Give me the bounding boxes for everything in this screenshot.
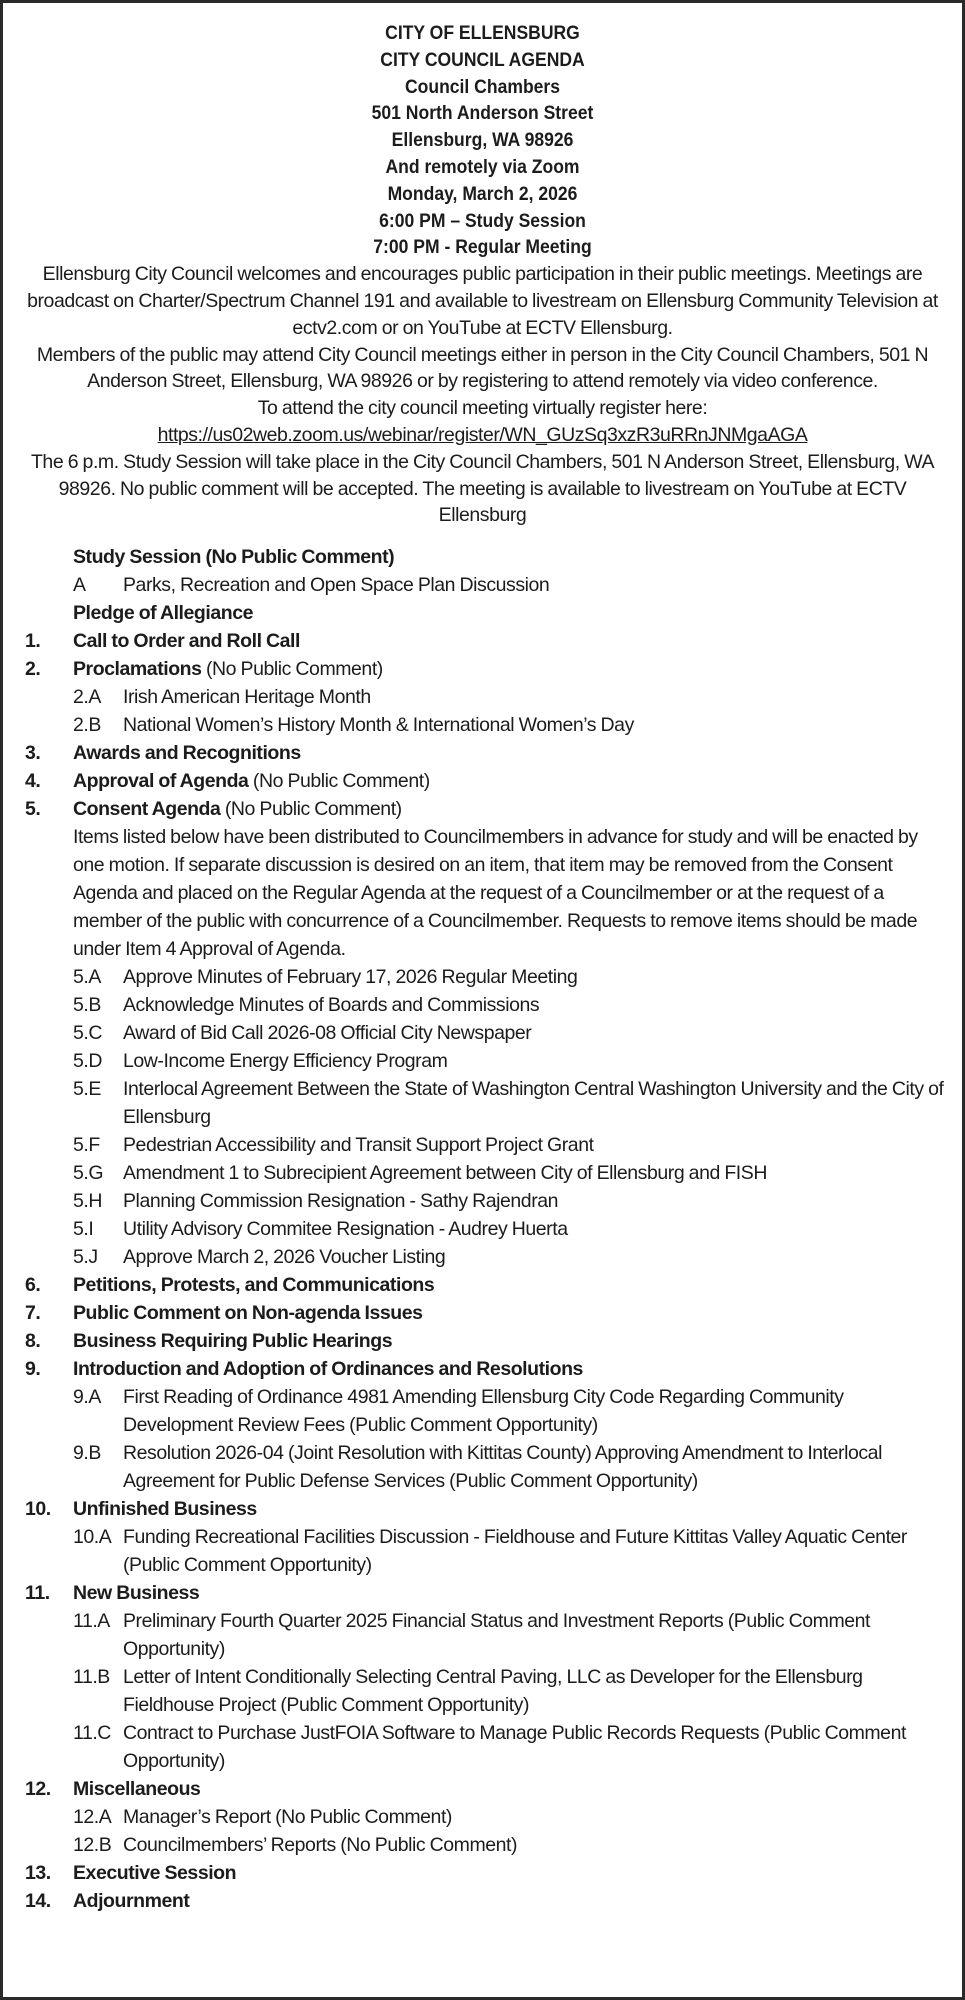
zoom-register-link[interactable]: https://us02web.zoom.us/webinar/register/WN_GUzSq3xzR3uRRnJNMgaAGA: [157, 423, 808, 446]
agenda-subitem-10a: 10.A Funding Recreational Facilities Discussion - Fieldhouse and Future Kittitas Valley Aquatic Center (Public Comment Opportunity): [73, 1526, 907, 1577]
agenda-subitem-5j: 5.J Approve March 2, 2026 Voucher Listing: [73, 1246, 446, 1269]
agenda-item-6: 6. Petitions, Protests, and Communications: [25, 1274, 435, 1297]
agenda-subitem-5f: 5.F Pedestrian Accessibility and Transit Support Project Grant: [73, 1134, 594, 1157]
regular-meeting-time: 7:00 PM - Regular Meeting: [373, 236, 592, 259]
study-session-heading: Study Session (No Public Comment): [73, 546, 395, 569]
agenda-item-11: 11. New Business: [25, 1582, 200, 1605]
agenda-subitem-11a: 11.A Preliminary Fourth Quarter 2025 Financial Status and Investment Reports (Public Comment Opportunity): [73, 1610, 871, 1661]
intro-section: [3, 261, 962, 529]
agenda-item-7: 7. Public Comment on Non-agenda Issues: [25, 1302, 423, 1325]
agenda-subitem-5e: 5.E Interlocal Agreement Between the State of Washington Central Washington University and the City of Ellensburg: [73, 1078, 944, 1129]
agenda-list: [3, 543, 962, 1915]
agenda-subitem-5i: 5.I Utility Advisory Commitee Resignation - Audrey Huerta: [73, 1218, 568, 1241]
attend-paragraph: Members of the public may attend City Council meetings either in person in the City Council Chambers, 501 N Anderson Street, Ellensburg, WA 98926 or by registering to attend remotely via video conference.: [36, 343, 929, 393]
agenda-item-12: 12. Miscellaneous: [25, 1778, 201, 1801]
agenda-subitem-9a: 9.A First Reading of Ordinance 4981 Amending Ellensburg City Code Regarding Community Development Review Fees (Public Comment Opportunity): [73, 1386, 844, 1437]
meeting-date: Monday, March 2, 2026: [387, 182, 578, 205]
agenda-subitem-5g: 5.G Amendment 1 to Subrecipient Agreement between City of Ellensburg and FISH: [73, 1162, 767, 1185]
venue-street: 501 North Anderson Street: [371, 102, 594, 125]
study-session-item: A Parks, Recreation and Open Space Plan Discussion: [73, 574, 550, 597]
agenda-subitem-9b: 9.B Resolution 2026-04 (Joint Resolution with Kittitas County) Approving Amendment to Interlocal Agreement for Public Defense Services (Public Comment Opportunity): [73, 1442, 882, 1493]
agenda-item-9: 9. Introduction and Adoption of Ordinances and Resolutions: [25, 1358, 583, 1381]
pledge-heading: Pledge of Allegiance: [73, 602, 253, 625]
agenda-subitem-11b: 11.B Letter of Intent Conditionally Selecting Central Paving, LLC as Developer for the Ellensburg Fieldhouse Project (Public Comment Opportunity): [73, 1666, 863, 1717]
agenda-subitem-12b: 12.B Councilmembers’ Reports (No Public Comment): [73, 1834, 518, 1857]
city-name: CITY OF ELLENSBURG: [385, 22, 580, 44]
agenda-subitem-5h: 5.H Planning Commission Resignation - Sathy Rajendran: [73, 1190, 559, 1213]
agenda-item-2: 2. Proclamations (No Public Comment): [25, 658, 383, 681]
register-prompt: To attend the city council meeting virtually register here:: [257, 397, 708, 420]
venue-city: Ellensburg, WA 98926: [391, 129, 574, 152]
agenda-subitem-2b: 2.B National Women’s History Month & International Women’s Day: [73, 714, 634, 737]
agenda-subitem-12a: 12.A Manager’s Report (No Public Comment): [73, 1806, 452, 1829]
agenda-subitem-5a: 5.A Approve Minutes of February 17, 2026 Regular Meeting: [73, 966, 578, 989]
agenda-item-5: 5. Consent Agenda (No Public Comment): [25, 798, 402, 821]
agenda-item-10: 10. Unfinished Business: [25, 1498, 257, 1521]
consent-agenda-description: Items listed below have been distributed to Councilmembers in advance for study and will be enacted by one motion. If separate discussion is desired on an item, that item may be removed from the Consent Agenda and placed on the Regular Agenda at the request of a Councilmember or at the request of a member of the public with concurrence of a Councilmember. Requests to remove items should be made under Item 4 Approval of Agenda.: [73, 826, 918, 961]
agenda-header: [51, 20, 914, 261]
agenda-subitem-2a: 2.A Irish American Heritage Month: [73, 686, 371, 709]
agenda-subitem-5b: 5.B Acknowledge Minutes of Boards and Commissions: [73, 994, 540, 1017]
welcome-paragraph: Ellensburg City Council welcomes and encourages public participation in their public meetings. Meetings are broadcast on Charter/Spectrum Channel 191 and available to livestream on Ellensburg Community Television at ectv2.com or on YouTube at ECTV Ellensburg.: [27, 263, 938, 339]
agenda-subitem-5d: 5.D Low-Income Energy Efficiency Program: [73, 1050, 448, 1073]
remote-note: And remotely via Zoom: [385, 155, 580, 178]
agenda-item-14: 14. Adjournment: [25, 1890, 190, 1913]
venue-name: Council Chambers: [404, 75, 561, 98]
agenda-subitem-5c: 5.C Award of Bid Call 2026-08 Official City Newspaper: [73, 1022, 532, 1045]
agenda-item-3: 3. Awards and Recognitions: [25, 742, 301, 765]
study-session-time: 6:00 PM – Study Session: [379, 209, 586, 232]
agenda-item-13: 13. Executive Session: [25, 1862, 237, 1885]
agenda-subitem-11c: 11.C Contract to Purchase JustFOIA Software to Manage Public Records Requests (Public Comment Opportunity): [73, 1722, 906, 1773]
study-session-note: The 6 p.m. Study Session will take place in the City Council Chambers, 501 N Anderson Street, Ellensburg, WA 98926. No public comment will be accepted. The meeting is available to livestream on YouTube at ECTV Ellensburg: [30, 450, 935, 527]
agenda-item-1: 1. Call to Order and Roll Call: [25, 630, 300, 653]
document-title: CITY COUNCIL AGENDA: [380, 48, 585, 71]
agenda-item-4: 4. Approval of Agenda (No Public Comment): [25, 770, 430, 793]
agenda-item-8: 8. Business Requiring Public Hearings: [25, 1330, 393, 1353]
